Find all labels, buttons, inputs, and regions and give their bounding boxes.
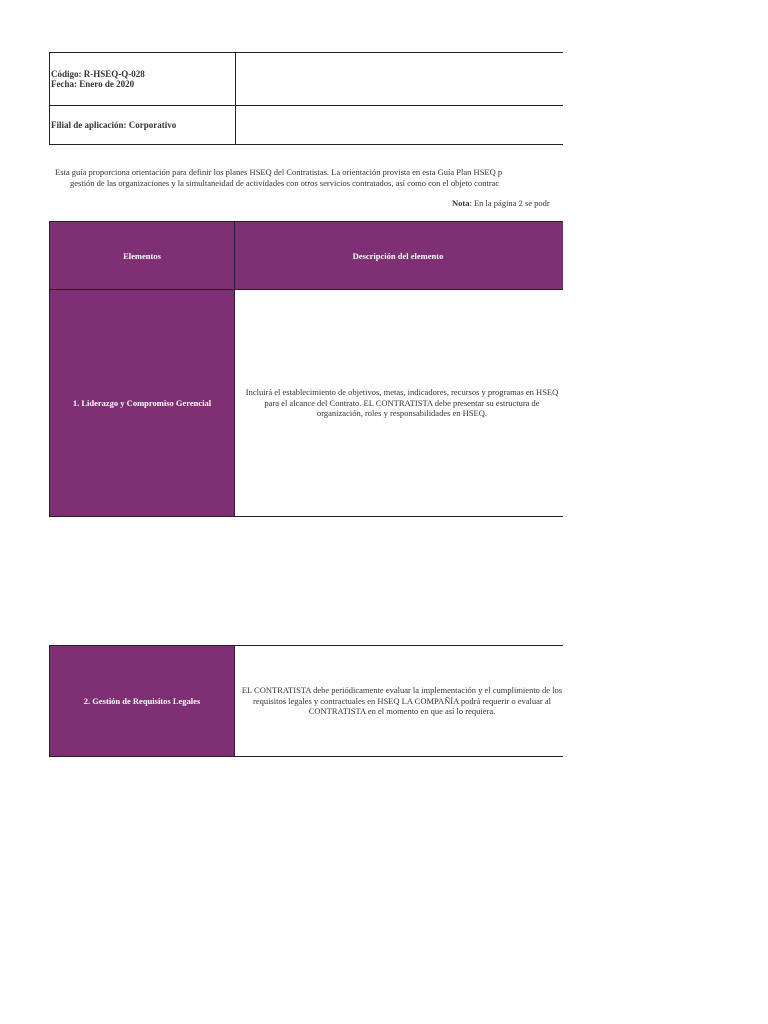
note-body: : En la página 2 se podr xyxy=(469,198,550,208)
column-header-elements: Elementos xyxy=(50,222,235,290)
note-label: Nota xyxy=(452,198,470,208)
element-description: Incluirá el establecimiento de objetivos, metas, indicadores, recursos y programas en HSEQ para el alcance del Contrato. EL CONTRATISTA debe presentar su estructura de organización, roles y responsabilidades en HSEQ. xyxy=(245,387,559,419)
intro-line-1: Esta guía proporciona orientación para definir los planes HSEQ del Contratistas. La orientación provista en esta Guía Plan HSEQ p xyxy=(55,167,503,177)
column-header-description-label: Descripción del elemento xyxy=(352,250,444,261)
document-code-cell xyxy=(50,53,236,106)
note-text xyxy=(452,198,550,208)
elements-table-2 xyxy=(49,645,563,757)
document-code: Código: R-HSEQ-Q-028 xyxy=(51,69,145,79)
document-date: Fecha: Enero de 2020 xyxy=(51,79,135,89)
elements-table xyxy=(49,221,563,517)
subsidiary-blank-cell xyxy=(236,106,564,145)
document-header-table xyxy=(49,52,563,145)
column-header-description xyxy=(235,222,564,290)
element-description: EL CONTRATISTA debe periódicamente evaluar la implementación y el cumplimiento de los requisitos legales y contractuales en HSEQ LA COMPAÑÍA podrá requerir o evaluar al CONTRATISTA en el momento en que así lo requiera. xyxy=(241,685,563,717)
intro-paragraph xyxy=(0,167,563,189)
element-name-cell: 2. Gestión de Requisitos Legales xyxy=(50,646,235,757)
subsidiary-cell xyxy=(50,106,236,145)
element-description-cell xyxy=(235,290,564,517)
element-name-cell: 1. Liderazgo y Compromiso Gerencial xyxy=(50,290,235,517)
intro-line-2: gestión de las organizaciones y la simultaneidad de actividades con otros servicios contratados, así como con el objeto contrac xyxy=(70,178,500,188)
header-blank-cell xyxy=(236,53,564,106)
element-description-cell xyxy=(235,646,564,757)
subsidiary-label: Filial de aplicación: Corporativo xyxy=(51,120,177,130)
